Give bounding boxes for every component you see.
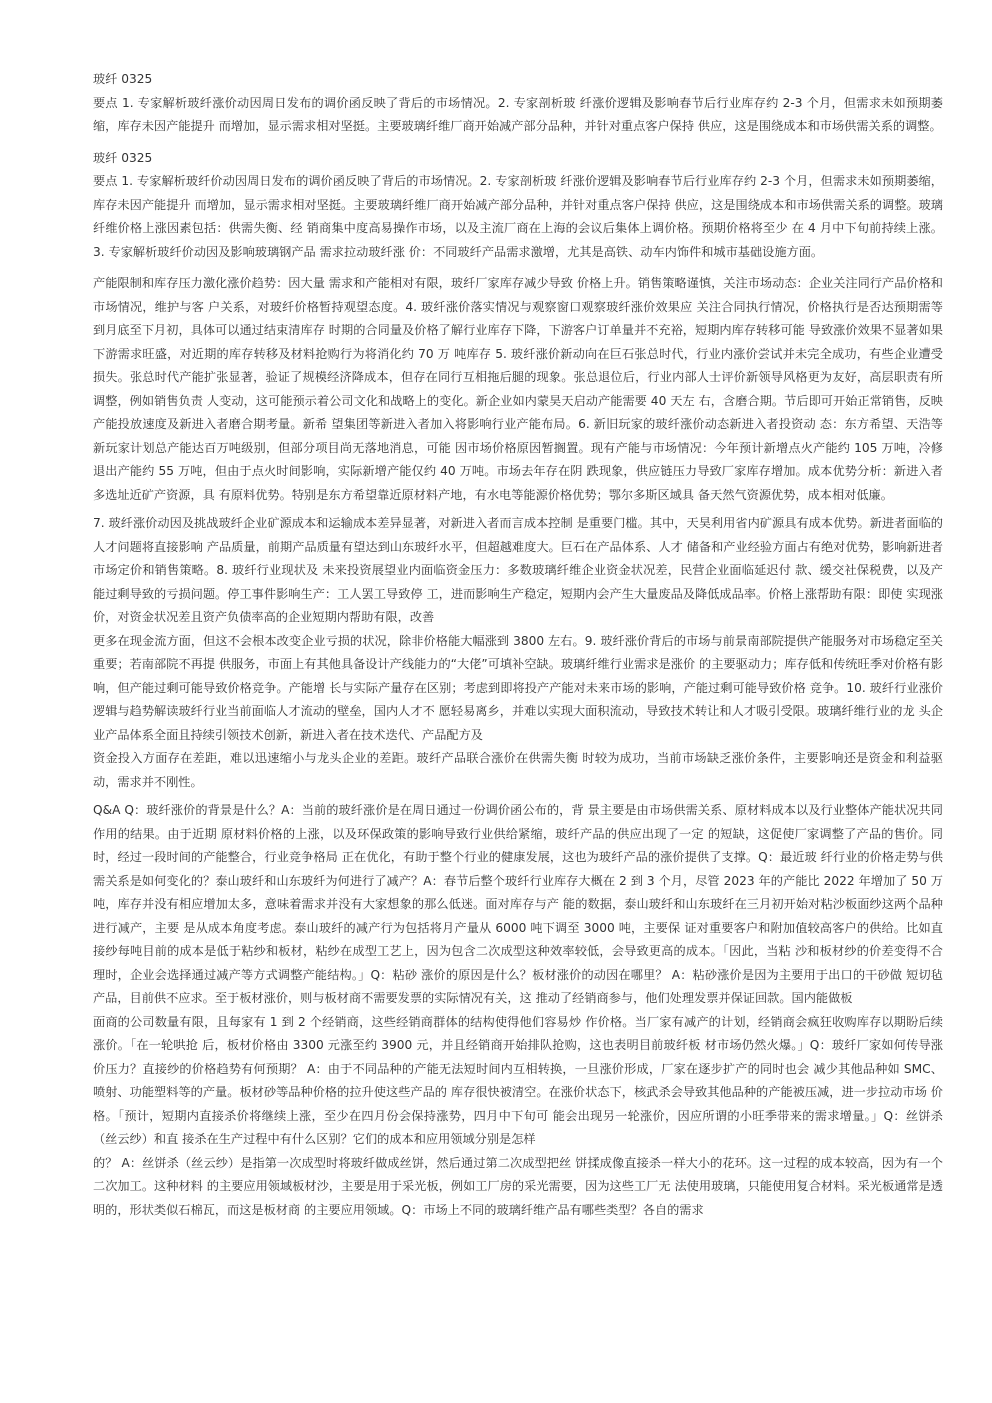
section1-title: 玻纤 0325 — [93, 72, 153, 86]
section1-body: 要点 1. 专家解析玻纤涨价动因周日发布的调价函反映了背后的市场情况。2. 专家剖析玻 纤涨价逻辑及影响春节后行业库存约 2-3 个月，但需求未如预期萎缩，库存未因产能提升 而增加，显示需求相对坚挺。主要玻璃纤维厂商开始减产部分品种，并针对重点客户保持 供应，这是围绕成本和市场供需关系的调整。 — [93, 95, 943, 133]
section5-body-part2: 面商的公司数量有限，且每家有 1 到 2 个经销商，这些经销商群体的结构使得他们容易炒 作价格。当厂家有减产的计划，经销商会疯狂收购库存以期盼后续涨价。「在一轮哄抢 后，板材价格由 3300 元涨至约 3900 元，并且经销商开始排队抢购，这也表明目前玻纤板 材市场仍然火爆。」Q：玻纤厂家如何传导涨价压力？直接纱的价格趋势有何预期？ A：由于不同品种的产能无法短时间内互相转换，一旦涨价形成，厂家在逐步扩产的同时也会 减少其他品种如 SMC、喷射、功能塑料等的产量。板材砂等品种价格的拉升使这些产品的 库存很快被清空。在涨价状态下，核武杀会导致其他品种的产能被压减，进一步拉动市场 价格。「预计，短期内直接杀价将继续上涨，至少在四月份会保持涨势，四月中下旬可 能会出现另一轮涨价，因应所谓的小旺季带来的需求增量。」Q：丝饼杀（丝云纱）和直 接杀在生产过程中有什么区别？它们的成本和应用领域分别是怎样 — [93, 1014, 943, 1146]
section5-body-part1: Q&A Q：玻纤涨价的背景是什么？A：当前的玻纤涨价是在周日通过一份调价函公布的，背 景主要是由市场供需关系、原材料成本以及行业整体产能状况共同作用的结果。由于近期 原材料价格的上涨，以及环保政策的影响导致行业供给紧缩，玻纤产品的供应出现了一定 的短缺，这促使厂家调整了产品的售价。同时，经过一段时间的产能整合，行业竞争格局 正在优化，有助于整个行业的健康发展，这也为玻纤产品的涨价提供了支撑。Q：最近玻 纤行业的价格走势与供需关系是如何变化的？泰山玻纤和山东玻纤为何进行了减产？A：春节后整个玻纤行业库存大概在 2 到 3 个月，尽管 2023 年的产能比 2022 年增加了 50 万吨，库存并没有相应增加太多，意味着需求并没有大家想象的那么低迷。面对库存与产 能的数据，泰山玻纤和山东玻纤在三月初开始对粘沙板面纱这两个品种进行减产，主要 是从成本角度考虑。泰山玻纤的减产行为包括将月产量从 6000 吨下调至 3000 吨，主要保 证对重要客户和附加值较高客户的供给。比如直接纱每吨目前的成本是低于粘纱和板材，粘纱在成型工艺上，因为包含二次成型这种效率较低，会导致更高的成本。「因此，当粘 沙和板材纱的价差变得不合理时，企业会选择通过减产等方式调整产能结构。」Q：粘砂 涨价的原因是什么？板材涨价的动因在哪里？ A：粘砂涨价是因为主要用于出口的干砂做 短切毡产品，目前供不应求。至于板材涨价，则与板材商不需要发票的实际情况有关，这 推动了经销商参与，他们处理发票并保证回款。国内能做板 — [93, 803, 943, 1005]
section2-body: 要点 1. 专家解析玻纤价动因周日发布的调价函反映了背后的市场情况。2. 专家剖析玻 纤涨价逻辑及影响春节后行业库存约 2-3 个月，但需求未如预期萎缩，库存未因产能提升 而增加，显示需求相对坚挺。主要玻璃纤维厂商开始减产部分品种，并针对重点客户保持 供应，这是围绕成本和市场供需关系的调整。玻璃纤维价格上涨因素包括：供需失衡、经 销商集中度高易操作市场，以及主流厂商在上海的会议后集体上调价格。预期价格将至少 在 4 月中下旬前持续上涨。3. 专家解析玻纤价动因及影响玻璃钢产品 需求拉动玻纤涨 价：不同玻纤产品需求激增，尤其是高铁、动车内饰件和城市基础设施方面。 — [93, 174, 943, 259]
spacer — [93, 264, 943, 272]
section5-body-part3: 的？ A：丝饼杀（丝云纱）是指第一次成型时将玻纤做成丝饼，然后通过第二次成型把丝 饼揉成像直接杀一样大小的花环。这一过程的成本较高，因为有一个二次加工。这种材料 的主要应用领域板材沙，主要是用于采光板，例如工厂房的采光需要，因为这些工厂无 法使用玻璃，只能使用复合材料。采光板通常是透明的，形状类似石棉瓦，而这是板材商 的主要应用领域。Q：市场上不同的玻璃纤维产品有哪些类型？各自的需求 — [93, 1155, 943, 1217]
section4-body-part3: 资金投入方面存在差距，难以迅速缩小与龙头企业的差距。玻纤产品联合涨价在供需失衡 时较为成功，当前市场缺乏涨价条件，主要影响还是资金和利益驱动，需求并不刚性。 — [93, 751, 943, 789]
section4-body-part1: 7. 玻纤涨价动因及挑战玻纤企业矿源成本和运输成本差异显著，对新进入者而言成本控制 是重要门槛。其中，天昊利用省内矿源具有成本优势。新进者面临的人才问题将直接影响 产品质量，前期产品质量有望达到山东玻纤水平，但超越难度大。巨石在产品体系、人才 储备和产业经验方面占有绝对优势，影响新进者市场定价和销售策略。8. 玻纤行业现状及 未来投资展望业内面临资金压力：多数玻璃纤维企业资金状况差，民营企业面临延迟付 款、缓交社保税费，以及产能过剩导致的亏损问题。停工事件影响生产：工人罢工导致停 工，进而影响生产稳定，短期内会产生大量废品及降低成品率。价格上涨帮助有限：即使 实现涨价，对资金状况差且资产负债率高的企业短期内帮助有限，改善 — [93, 516, 943, 624]
section4-body-part2: 更多在现金流方面，但这不会根本改变企业亏损的状况，除非价格能大幅涨到 3800 左右。9. 玻纤涨价背后的市场与前景南部院提供产能服务对市场稳定至关重要；若南部院不再提 供服务，市面上有其他具备设计产线能力的“大佬”可填补空缺。玻璃纤维行业需求是涨价 的主要驱动力；库存低和传统旺季对价格有影响，但产能过剩可能导致价格竞争。产能增 长与实际产量存在区别；考虑到即将投产产能对未来市场的影响，产能过剩可能导致价格 竞争。10. 玻纤行业涨价逻辑与趋势解读玻纤行业当前面临人才流动的壁垒，国内人才不 愿轻易离乡，并难以实现大面积流动，导致技术转让和人才吸引受限。玻璃纤维行业的龙 头企业产品体系全面且持续引领技术创新，新进入者在技术迭代、产品配方及 — [93, 633, 943, 742]
section2-title: 玻纤 0325 — [93, 150, 153, 165]
spacer — [93, 139, 943, 147]
section3-body: 产能限制和库存压力激化涨价趋势：因大量 需求和产能相对有限，玻纤厂家库存减少导致 价格上升。销售策略谨慎，关注市场动态：企业关注同行产品价格和市场情况，维护与客 户关系，对玻纤价格暂持观望态度。4. 玻纤涨价落实情况与观察窗口观察玻纤涨价效果应 关注合同执行情况，价格执行是否达预期需等到月底至下月初，具体可以通过结束清库存 时期的合同量及价格了解行业库存下降，下游客户订单量并不充裕，短期内库存转移可能 导致涨价效果不显著如果下游需求旺盛，对近期的库存转移及材料抢购行为将消化约 70 万 吨库存 5. 玻纤涨价新动向在巨石张总时代，行业内涨价尝试并未完全成功，有些企业遭受 损失。张总时代产能扩张显著，验证了规模经济降成本，但存在同行互相拖后腿的现象。张总退位后，行业内部人士评价新领导风格更为友好，高层职责有所调整，例如销售负责 人变动，这可能预示着公司文化和战略上的变化。新企业如内蒙昊天启动产能需要 40 天左 右，含磨合期。节后即可开始正常销售，反映产能投放速度及新进入者磨合期考量。新希 望集团等新进入者加入将影响行业产能布局。6. 新旧玩家的玻纤涨价动态新进入者投资动 态：东方希望、天浩等新玩家计划总产能达百万吨级别，但部分项目尚无落地消息，可能 因市场价格原因暂搁置。现有产能与市场情况：今年预计新增点火产能约 105 万吨，冷修 退出产能约 55 万吨，但由于点火时间影响，实际新增产能仅约 40 万吨。市场去年存在阴 跌现象，供应链压力导致厂家库存增加。成本优势分析：新进入者多选址近矿产资源，具 有原料优势。特别是东方希望靠近原材料产地，有水电等能源价格优势；鄂尔多斯区域具 备天然气资源优势，成本相对低廉。 — [93, 276, 943, 502]
document-page — [93, 68, 943, 1222]
